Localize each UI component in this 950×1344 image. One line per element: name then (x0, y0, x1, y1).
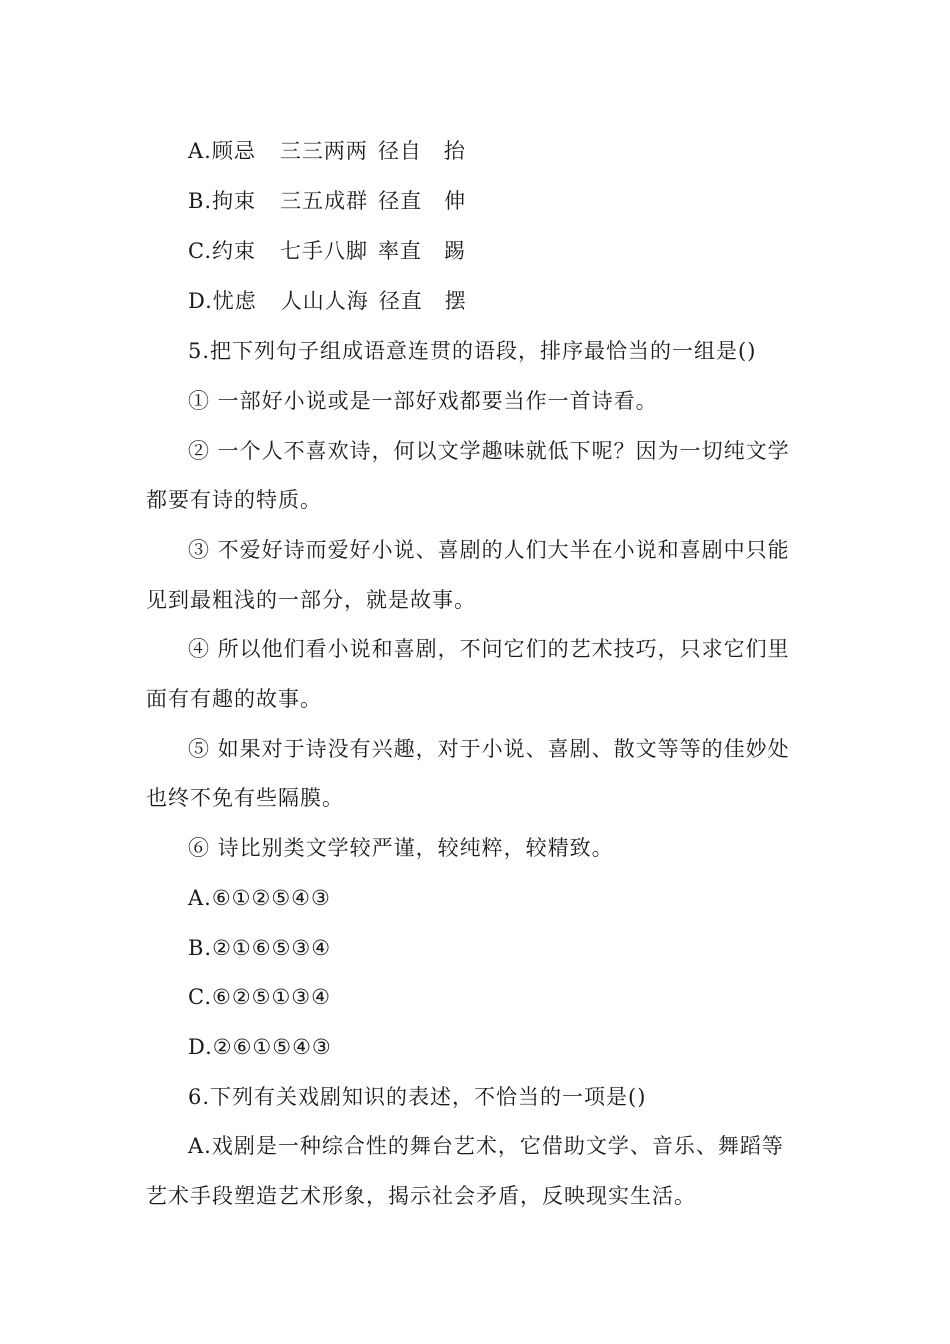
q5-sentence-3-line-1: ③ 不爱好诗而爱好小说、喜剧的人们大半在小说和喜剧中只能 (188, 538, 790, 562)
q5-option-a: A.⑥①②⑤④③ (188, 886, 331, 910)
q4-option-a (188, 136, 848, 166)
word-2: 三三两两 (279, 139, 368, 163)
option-letter: A. (188, 139, 212, 163)
word-1: 忧虑 (212, 289, 257, 313)
word-2: 三五成群 (280, 189, 369, 213)
word-3: 径直 (378, 289, 423, 313)
q5-option-d: D.②⑥①⑤④③ (188, 1035, 332, 1059)
q5-sentence-5-line-1: ⑤ 如果对于诗没有兴趣，对于小说、喜剧、散文等等的佳妙处 (188, 737, 790, 761)
word-4: 摆 (444, 289, 467, 313)
q5-question: 5.把下列句子组成语意连贯的语段，排序最恰当的一组是() (188, 339, 757, 363)
word-4: 伸 (444, 189, 467, 213)
word-3: 率直 (378, 239, 422, 263)
word-2: 七手八脚 (280, 239, 368, 263)
word-3: 径直 (378, 189, 423, 213)
word-1: 约束 (212, 239, 256, 263)
q5-sentence-2-line-2: 都要有诗的特质。 (146, 488, 322, 512)
q5-option-c: C.⑥②⑤①③④ (188, 985, 331, 1009)
word-4: 踢 (444, 239, 466, 263)
option-letter: D. (188, 289, 213, 313)
option-letter: B. (188, 189, 213, 213)
option-letter: C. (188, 239, 212, 263)
q4-option-d (188, 286, 848, 316)
word-1: 拘束 (212, 189, 257, 213)
q5-option-b: B.②①⑥⑤③④ (188, 936, 332, 960)
word-2: 人山人海 (280, 289, 369, 313)
word-4: 抬 (443, 139, 466, 163)
q6-option-a-line-2: 艺术手段塑造艺术形象，揭示社会矛盾，反映现实生活。 (146, 1184, 696, 1208)
q4-option-b (188, 186, 848, 216)
q5-sentence-1: ① 一部好小说或是一部好戏都要当作一首诗看。 (188, 389, 658, 413)
q5-sentence-5-line-2: 也终不免有些隔膜。 (146, 786, 344, 810)
q4-option-c (188, 236, 848, 266)
word-1: 顾忌 (211, 139, 256, 163)
q6-question: 6.下列有关戏剧知识的表述，不恰当的一项是() (188, 1085, 647, 1109)
word-3: 径自 (377, 139, 422, 163)
q5-sentence-3-line-2: 见到最粗浅的一部分，就是故事。 (146, 588, 476, 612)
q5-sentence-4-line-2: 面有有趣的故事。 (146, 687, 322, 711)
q5-sentence-2-line-1: ② 一个人不喜欢诗，何以文学趣味就低下呢？因为一切纯文学 (188, 439, 790, 463)
q5-sentence-4-line-1: ④ 所以他们看小说和喜剧，不问它们的艺术技巧，只求它们里 (188, 637, 790, 661)
q6-option-a-line-1: A.戏剧是一种综合性的舞台艺术，它借助文学、音乐、舞蹈等 (188, 1134, 784, 1158)
q5-sentence-6: ⑥ 诗比别类文学较严谨，较纯粹，较精致。 (188, 836, 614, 860)
